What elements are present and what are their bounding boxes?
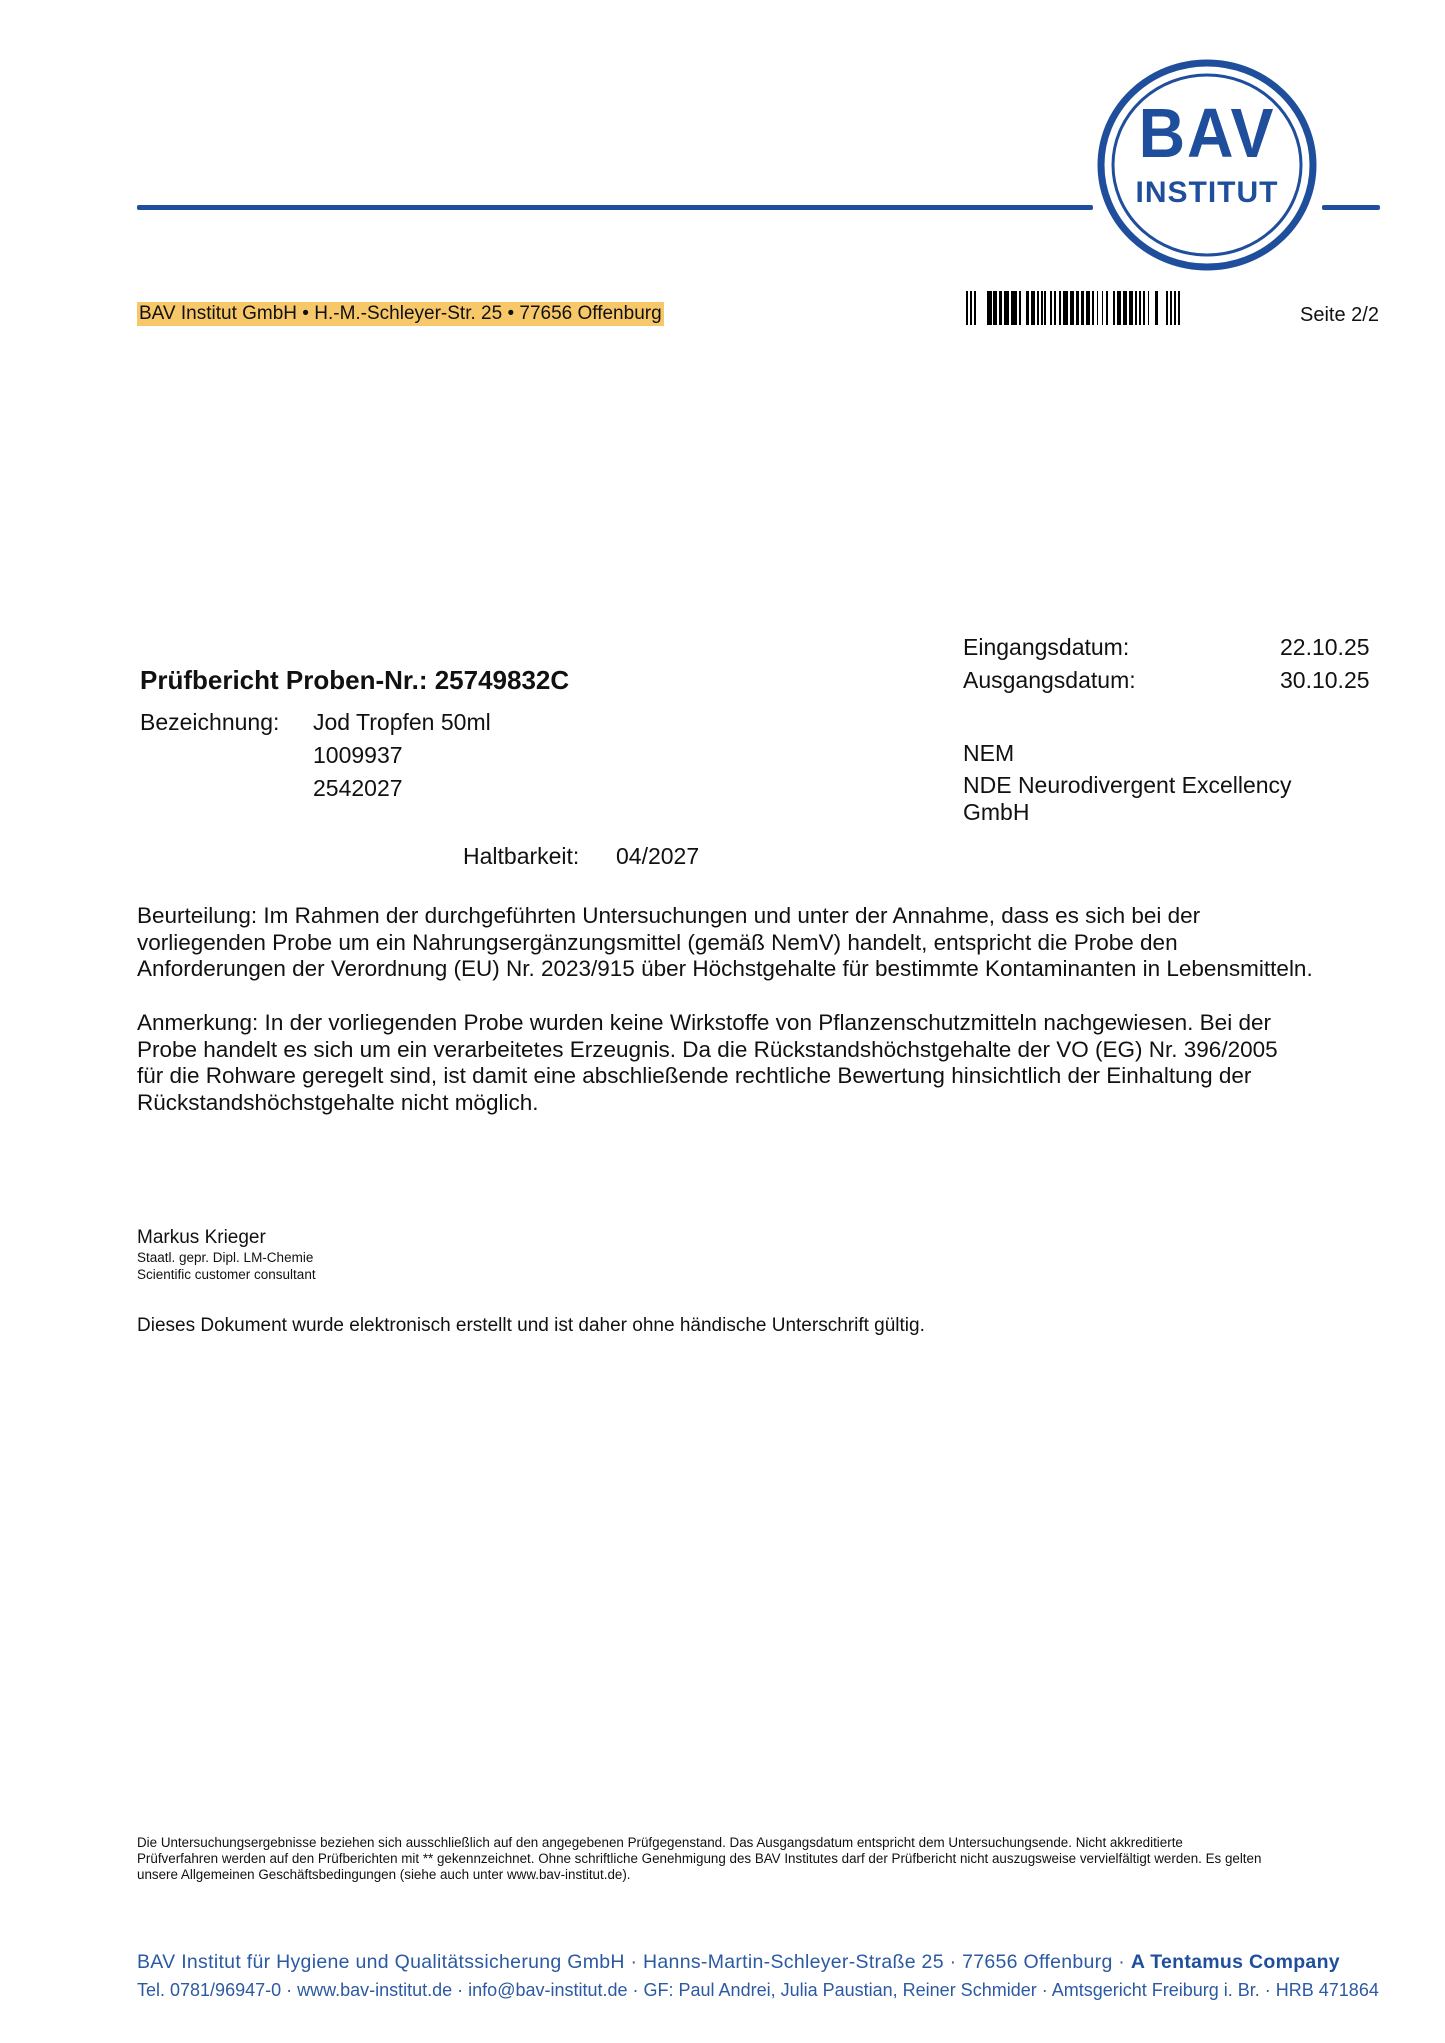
client-name-line1: NDE Neurodivergent Excellency: [963, 772, 1292, 798]
client-name: [963, 772, 1292, 826]
signatory-name: Markus Krieger: [137, 1227, 266, 1248]
remark-line: Rückstandshöchstgehalte nicht möglich.: [137, 1089, 539, 1115]
disclaimer: [137, 1835, 1397, 1883]
logo-institut-text: INSTITUT: [1135, 176, 1279, 209]
product-category: NEM: [963, 740, 1015, 766]
eingangsdatum-label: Eingangsdatum:: [963, 634, 1130, 660]
batch-number: 2542027: [313, 775, 403, 801]
header-rule-right: [1322, 205, 1380, 210]
remark-line: für die Rohware geregelt sind, ist damit eine abschließende rechtliche Bewertung hinsichtlich der Einhaltung der: [137, 1063, 1252, 1088]
bezeichnung-label: Bezeichnung:: [140, 709, 280, 735]
disclaimer-line: unsere Allgemeinen Geschäftsbedingungen (siehe auch unter www.bav-institut.de).: [137, 1867, 631, 1882]
eingangsdatum-value: 22.10.25: [1280, 634, 1370, 660]
assessment-paragraph: [137, 903, 1397, 983]
page-number: Seite 2/2: [1300, 304, 1379, 326]
disclaimer-line: Die Untersuchungsergebnisse beziehen sich ausschließlich auf den angegebenen Prüfgegenstand. Das Ausgangsdatum entspricht dem Untersuchungsende. Nicht akkreditierte: [137, 1835, 1183, 1850]
footer-brand: A Tentamus Company: [1130, 1951, 1340, 1973]
ausgangsdatum-label: Ausgangsdatum:: [963, 667, 1136, 693]
sender-address: BAV Institut GmbH • H.-M.-Schleyer-Str. 25 • 77656 Offenburg: [139, 303, 662, 324]
electronic-document-notice: Dieses Dokument wurde elektronisch erstellt und ist daher ohne händische Unterschrift gültig.: [137, 1315, 925, 1336]
bezeichnung-value: Jod Tropfen 50ml: [313, 709, 491, 735]
signatory-role: Scientific customer consultant: [137, 1267, 316, 1282]
logo-bav-text: BAV: [1138, 94, 1276, 172]
footer-company-address: BAV Institut für Hygiene und Qualitätssicherung GmbH · Hanns-Martin-Schleyer-Straße 25 · 77656 Offenburg ·: [137, 1951, 1131, 1973]
header-rule-left: [137, 205, 1093, 210]
remark-line: Probe handelt es sich um ein verarbeitetes Erzeugnis. Da die Rückstandshöchstgehalte der VO (EG) Nr. 396/2005: [137, 1036, 1278, 1062]
report-title: Prüfbericht Proben-Nr.: 25749832C: [140, 665, 570, 695]
footer-company-line: [137, 1951, 1340, 1974]
assessment-line: Beurteilung: Im Rahmen der durchgeführten Untersuchungen und unter der Annahme, dass es sich bei der: [137, 903, 1201, 928]
article-number: 1009937: [313, 742, 403, 768]
haltbarkeit-label: Haltbarkeit:: [463, 843, 580, 869]
remark-line: Anmerkung: In der vorliegenden Probe wurden keine Wirkstoffe von Pflanzenschutzmitteln nachgewiesen. Bei der: [137, 1010, 1271, 1035]
footer-contact-line: Tel. 0781/96947-0 · www.bav-institut.de · info@bav-institut.de · GF: Paul Andrei, Julia Paustian, Reiner Schmider · Amtsgericht Freiburg i. Br. · HRB 471864: [137, 1980, 1379, 2000]
bav-logo: [1095, 58, 1319, 272]
ausgangsdatum-value: 30.10.25: [1280, 667, 1370, 693]
haltbarkeit-value: 04/2027: [616, 843, 700, 869]
signatory-qualification: Staatl. gepr. Dipl. LM-Chemie: [137, 1250, 314, 1265]
client-name-line2: GmbH: [963, 799, 1030, 825]
barcode-icon: [966, 291, 1214, 325]
assessment-line: Anforderungen der Verordnung (EU) Nr. 2023/915 über Höchstgehalte für bestimmte Kontaminanten in Lebensmitteln.: [137, 956, 1313, 981]
remark-paragraph: [137, 1010, 1397, 1116]
disclaimer-line: Prüfverfahren werden auf den Prüfberichten mit ** gekennzeichnet. Ohne schriftliche Genehmigung des BAV Institutes darf der Prüfbericht nicht auszugsweise vervielfältigt werden. Es gelten: [137, 1851, 1262, 1866]
assessment-line: vorliegenden Probe um ein Nahrungsergänzungsmittel (gemäß NemV) handelt, entspricht die Probe den: [137, 929, 1178, 955]
